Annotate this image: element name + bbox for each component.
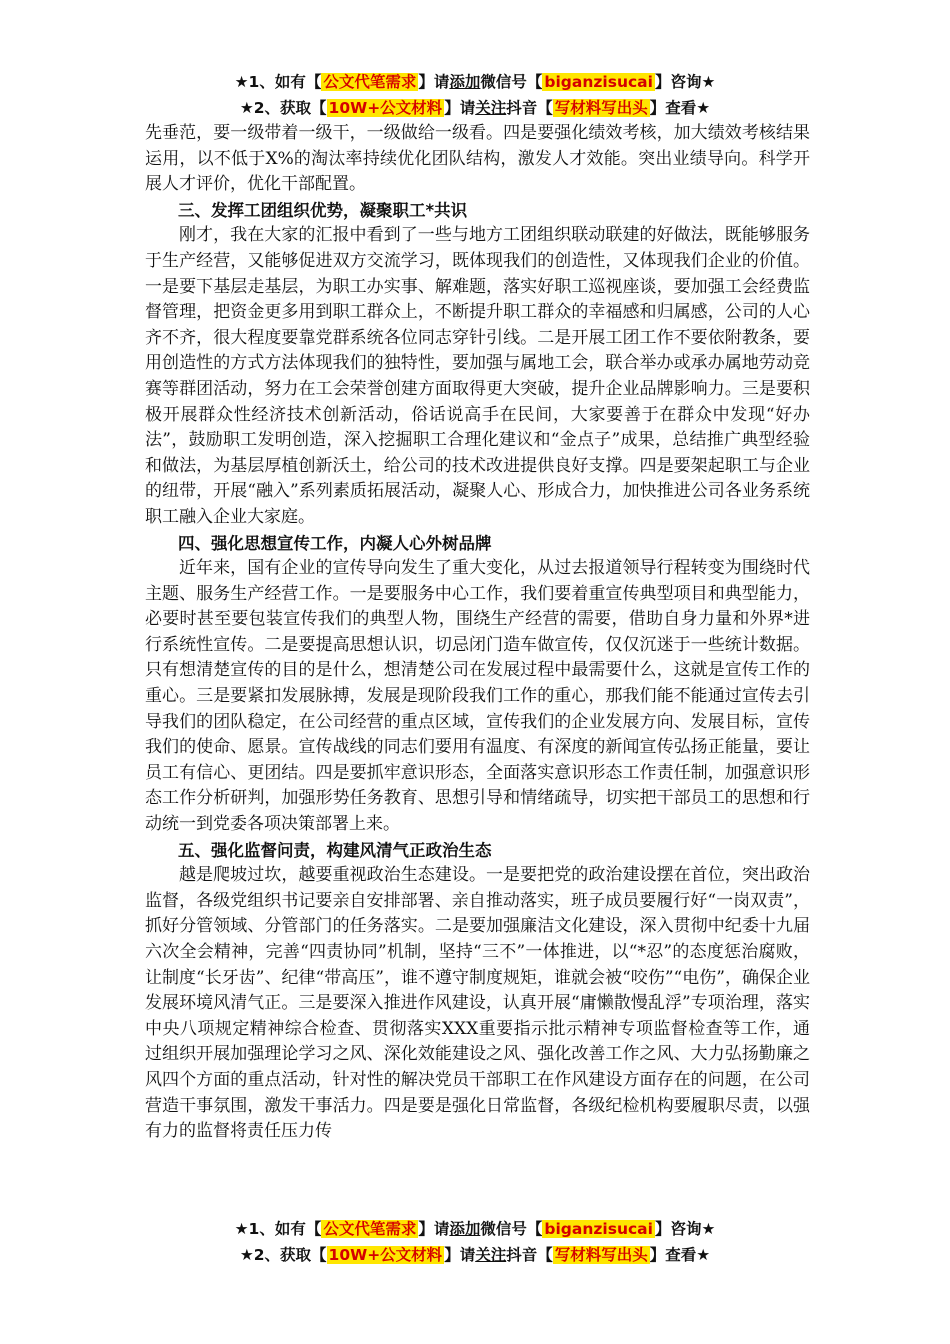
promo-highlight-service: 公文代笔需求 xyxy=(323,1220,417,1238)
promo-highlight-douyin-id: 写材料写出头 xyxy=(554,1246,648,1264)
promo-text: ★2、获取【 xyxy=(239,99,327,117)
section-heading-5: 五、强化监督问责，构建风清气正政治生态 xyxy=(178,840,492,860)
promo-text: 微信号【 xyxy=(480,1220,543,1238)
promo-text: 】请 xyxy=(418,73,450,91)
section-heading-4: 四、强化思想宣传工作，内凝人心外树品牌 xyxy=(178,533,492,553)
promo-highlight-service: 公文代笔需求 xyxy=(323,73,417,91)
document-body xyxy=(145,121,810,1145)
section-heading-3: 三、发挥工团组织优势，凝聚职工*共识 xyxy=(178,200,468,220)
promo-text: ★2、获取【 xyxy=(239,1246,327,1264)
paragraph-continuation: 先垂范，要一级带着一级干，一级做给一级看。四是要强化绩效考核，加大绩效考核结果运用，以不低于X%的淘汰率持续优化团队结构，激发人才效能。突出业绩导向。科学开展人才评价，优化干部配置。 xyxy=(145,123,810,195)
promo-text: 】咨询★ xyxy=(654,73,716,91)
promo-line-2 xyxy=(0,1242,950,1268)
promo-text: 】请 xyxy=(418,1220,450,1238)
promo-highlight-douyin-id: 写材料写出头 xyxy=(554,99,648,117)
promo-text: 】咨询★ xyxy=(654,1220,716,1238)
promo-line-1 xyxy=(0,69,950,95)
promo-highlight-materials: 10W+公文材料 xyxy=(328,1246,443,1264)
promo-text: 】请 xyxy=(444,99,476,117)
paragraph-section-5: 越是爬坡过坎，越要重视政治生态建设。一是要把党的政治建设摆在首位，突出政治监督，各级党组织书记要亲自安排部署、亲自推动落实，班子成员要履行好“一岗双责”，抓好分管领域、分管部门的任务落实。二是要加强廉洁文化建设，深入贯彻中纪委十九届六次全会精神，完善“四责协同”机制，坚持“三不”一体推进，以“*忍”的态度惩治腐败，让制度“长牙齿”、纪律“带高压”，谁不遵守制度规矩，谁就会被“咬伤”“电伤”，确保企业发展环境风清气正。三是要深入推进作风建设，认真开展“庸懒散慢乱浮”专项治理，落实中央八项规定精神综合检查、贯彻落实XXX重要指示批示精神专项监督检查等工作，通过组织开展加强理论学习之风、深化效能建设之风、强化改善工作之风、大力弘扬勤廉之风四个方面的重点活动，针对性的解决党员干部职工在作风建设方面存在的问题，在公司营造干事氛围，激发干事活力。四是要是强化日常监督，各级纪检机构要履职尽责，以强有力的监督将责任压力传 xyxy=(145,865,810,1142)
promo-text: ★1、如有【 xyxy=(234,1220,322,1238)
promo-text: 】请 xyxy=(444,1246,476,1264)
promo-emphasis: 关注 xyxy=(475,99,507,117)
promo-text: ★1、如有【 xyxy=(234,73,322,91)
promo-text: 】查看★ xyxy=(649,99,711,117)
promo-highlight-wechat-id: biganzisucai xyxy=(544,1220,653,1238)
paragraph-section-4: 近年来，国有企业的宣传导向发生了重大变化，从过去报道领导行程转变为围绕时代主题、服务生产经营工作。一是要服务中心工作，我们要着重宣传典型项目和典型能力，必要时甚至要包装宣传我们的典型人物，围绕生产经营的需要，借助自身力量和外界*进行系统性宣传。二是要提高思想认识，切忌闭门造车做宣传，仅仅沉迷于一些统计数据。只有想清楚宣传的目的是什么，想清楚公司在发展过程中最需要什么，这就是宣传工作的重心。三是要紧扣发展脉搏，发展是现阶段我们工作的重心，那我们能不能通过宣传去引导我们的团队稳定，在公司经营的重点区域，宣传我们的企业发展方向、发展目标，宣传我们的使命、愿景。宣传战线的同志们要用有温度、有深度的新闻宣传弘扬正能量，要让员工有信心、更团结。四是要抓牢意识形态，全面落实意识形态工作责任制，加强意识形态工作分析研判，加强形势任务教育、思想引导和情绪疏导，切实把干部员工的思想和行动统一到党委各项决策部署上来。 xyxy=(145,558,810,835)
top-promo-banner xyxy=(0,69,950,121)
promo-line-2 xyxy=(0,95,950,121)
promo-text: 抖音【 xyxy=(506,99,553,117)
promo-text: 微信号【 xyxy=(480,73,543,91)
paragraph-section-3: 刚才，我在大家的汇报中看到了一些与地方工团组织联动联建的好做法，既能够服务于生产经营，又能够促进双方交流学习，既体现我们的创造性，又体现我们企业的价值。一是要下基层走基层，为职工办实事、解难题，落实好职工巡视座谈，要加强工会经费监督管理，把资金更多用到职工群众上，不断提升职工群众的幸福感和归属感，公司的人心齐不齐，很大程度要靠党群系统各位同志穿针引线。二是开展工团工作不要依附教条，要用创造性的方式方法体现我们的独特性，要加强与属地工会，联合举办或承办属地劳动竞赛等群团活动，努力在工会荣誉创建方面取得更大突破，提升企业品牌影响力。三是要积极开展群众性经济技术创新活动，俗话说高手在民间，大家要善于在群众中发现“好办法”，鼓励职工发明创造，深入挖掘职工合理化建议和“金点子”成果，总结推广典型经验和做法，为基层厚植创新沃土，给公司的技术改进提供良好支撑。四是要架起职工与企业的纽带，开展“融入”系列素质拓展活动，凝聚人心、形成合力，加快推进公司各业务系统职工融入企业大家庭。 xyxy=(145,225,810,527)
promo-line-1 xyxy=(0,1216,950,1242)
bottom-promo-banner xyxy=(0,1216,950,1268)
promo-highlight-materials: 10W+公文材料 xyxy=(328,99,443,117)
promo-emphasis: 添加 xyxy=(449,1220,481,1238)
promo-emphasis: 添加 xyxy=(449,73,481,91)
promo-emphasis: 关注 xyxy=(475,1246,507,1264)
promo-highlight-wechat-id: biganzisucai xyxy=(544,73,653,91)
promo-text: 】查看★ xyxy=(649,1246,711,1264)
promo-text: 抖音【 xyxy=(506,1246,553,1264)
